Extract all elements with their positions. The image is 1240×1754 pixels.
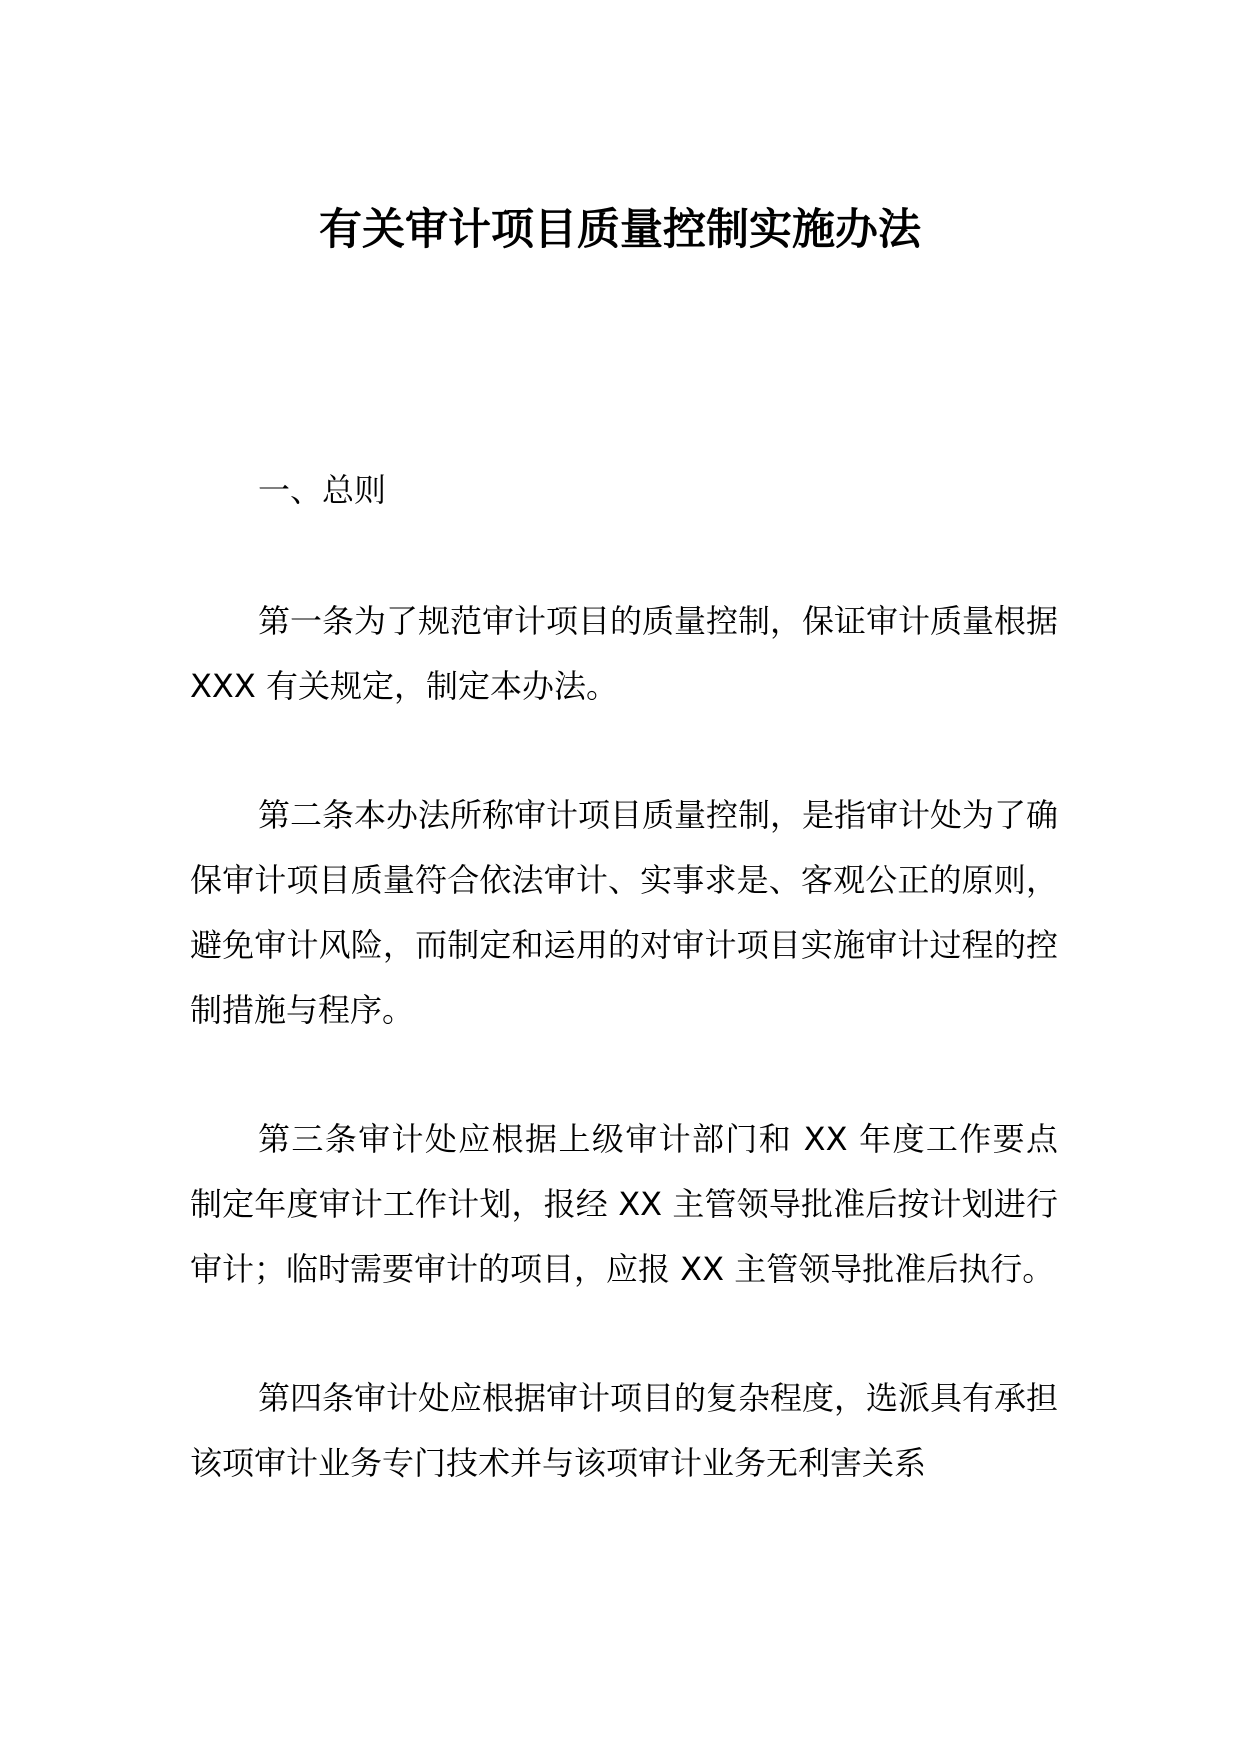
document-body [190, 458, 1058, 1560]
document-title: 有关审计项目质量控制实施办法 [319, 205, 921, 255]
paragraph-article-2: 第二条本办法所称审计项目质量控制，是指审计处为了确保审计项目质量符合依法审计、实事求是、客观公正的原则，避免审计风险，而制定和运用的对审计项目实施审计过程的控制措施与程序。 [190, 796, 1059, 1029]
section-heading: 一、总则 [258, 471, 387, 509]
paragraph-article-1: 第一条为了规范审计项目的质量控制，保证审计质量根据 XXX 有关规定，制定本办法。 [190, 602, 1059, 705]
paragraph-article-4: 第四条审计处应根据审计项目的复杂程度，选派具有承担该项审计业务专门技术并与该项审计业务无利害关系 [190, 1379, 1059, 1482]
paragraph-article-3: 第三条审计处应根据上级审计部门和 XX 年度工作要点制定年度审计工作计划，报经 XX 主管领导批准后按计划进行审计；临时需要审计的项目，应报 XX 主管领导批准后执行。 [190, 1120, 1058, 1288]
